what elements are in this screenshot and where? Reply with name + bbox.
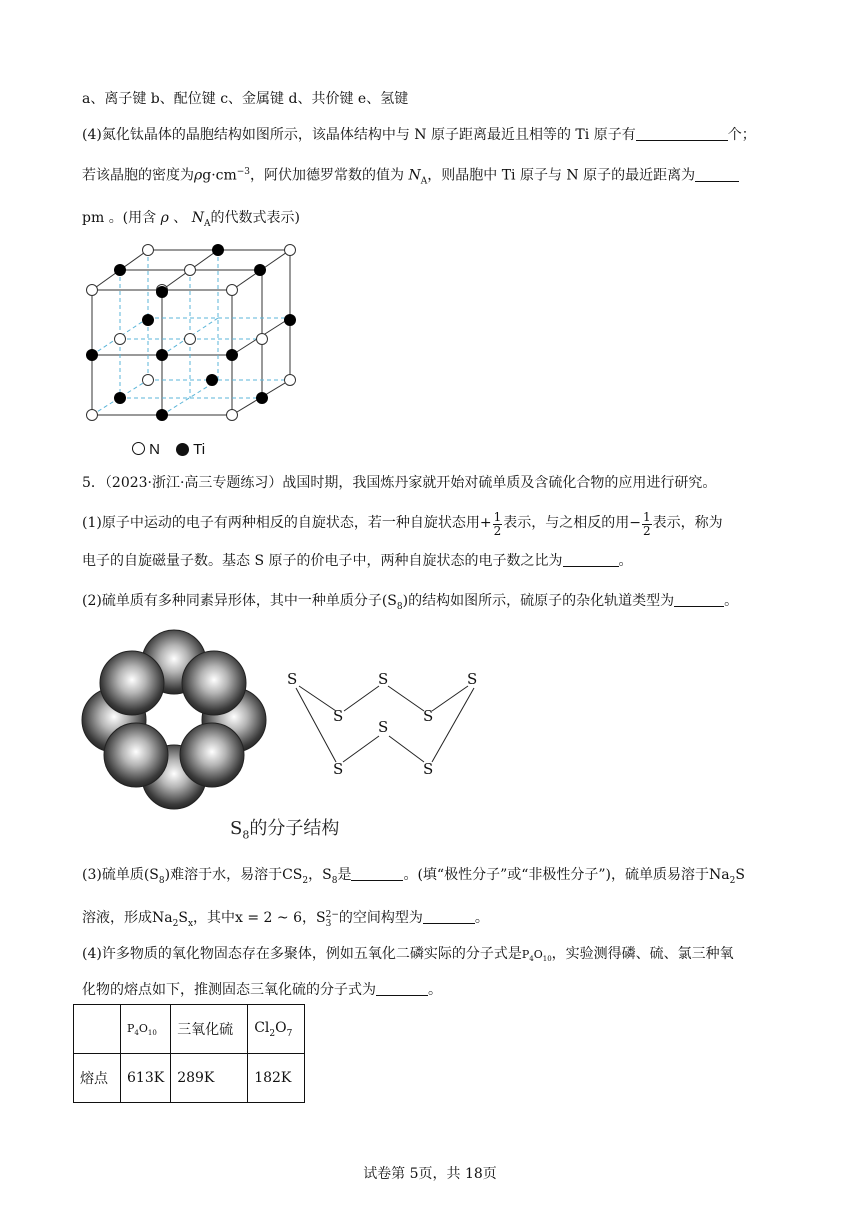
s8-sub: 8: [158, 875, 165, 886]
density-unit: g·cm: [202, 167, 237, 184]
ti-atom: [86, 349, 98, 361]
q4-text: 若该晶胞的密度为: [82, 167, 194, 184]
na2sx-sub: x: [187, 918, 194, 929]
ti-atom: [156, 409, 168, 421]
answer-blank: [351, 866, 403, 881]
s8-symbol: S: [230, 818, 243, 839]
q5-text: 。: [724, 593, 739, 609]
x-range: x = 2 ~ 6: [235, 910, 302, 926]
q5-text: 。: [428, 982, 442, 998]
table-header-cell: $P_4O_{10}$: [121, 1005, 171, 1054]
n-atom: [87, 410, 98, 421]
q5-text: 是: [337, 867, 352, 883]
n-atom: [227, 285, 238, 296]
q5-text: )难溶于水，易溶于: [164, 867, 283, 883]
frac-num: 1: [493, 510, 502, 524]
q4-text: pm 。(用含: [82, 210, 157, 226]
s8-space-filling-model: [80, 626, 270, 816]
na2s-sub: 2: [729, 875, 736, 886]
q5-text: 溶液，形成: [82, 910, 152, 926]
s3-ion-scripts: [326, 911, 339, 929]
frac-den: 2: [493, 524, 502, 538]
q4-text: 、: [168, 210, 192, 226]
table-header-cell: $Cl_2O_7$: [248, 1005, 305, 1054]
table-header-cell: 三氧化硫: [171, 1005, 248, 1054]
ti-atom: [256, 392, 268, 404]
half-fraction: [493, 511, 503, 538]
q5-text: 的空间构型为: [338, 910, 423, 926]
n-atom: [227, 410, 238, 421]
q4-text: ，则晶胞中 Ti 原子与 N 原子的最近距离为: [427, 167, 696, 184]
ti-atom: [226, 349, 238, 361]
answer-blank: [695, 167, 739, 182]
n-atom: [257, 334, 268, 345]
p4o10-sub: 10: [542, 955, 552, 964]
na2sx-formula: Na: [152, 910, 173, 926]
cell-legend: [132, 440, 205, 460]
q4-text: 的代数式表示): [210, 210, 300, 226]
na-symbol: N: [408, 167, 421, 184]
p4o10-formula: [521, 948, 552, 964]
q4-text: 个；: [727, 127, 756, 143]
s8-caption: [230, 818, 339, 847]
s3-charge: 2−: [325, 910, 339, 920]
q4-text: ，阿伏加德罗常数的值为: [250, 167, 405, 184]
n-atom: [143, 375, 154, 386]
table-header-row: [74, 1005, 305, 1054]
q5-text: 电子的自旋磁量子数。基态 S 原子的价电子中，两种自旋状态的电子数之比为: [82, 553, 563, 569]
ti-atom: [142, 314, 154, 326]
na-sub: A: [204, 218, 211, 229]
na2s-formula: S: [735, 867, 745, 883]
q5-text: ，实验测得磷、硫、氯三种氧: [551, 946, 734, 962]
n-atom: [143, 245, 154, 256]
q5-text: (3)硫单质(: [82, 867, 150, 883]
na2sx-sub: 2: [172, 918, 179, 929]
minus-sign: −: [629, 515, 641, 531]
rho-symbol: ρ: [194, 167, 203, 184]
answer-blank: [636, 126, 728, 141]
sulfur-sphere: [100, 651, 164, 715]
s3-sub: 3: [325, 919, 332, 929]
tin-unit-cell-diagram: [82, 240, 312, 460]
q5-part4-line1: [82, 944, 734, 969]
p4o10-p: P: [521, 948, 530, 961]
s8-sub: 8: [396, 601, 403, 612]
answer-blank: [563, 552, 619, 567]
s-atom-label: S: [378, 718, 389, 736]
n-atom: [285, 245, 296, 256]
na-sub: A: [420, 176, 428, 187]
na2sx-formula: S: [178, 910, 188, 926]
q5-text: ，: [308, 867, 323, 883]
n-atom: [185, 334, 196, 345]
ti-atom: [212, 244, 224, 256]
table-corner-cell: [74, 1005, 121, 1054]
cs2-sub: 2: [302, 875, 309, 886]
q4-text-line1: [82, 125, 756, 145]
frac-den: 2: [642, 524, 651, 538]
q5-text: ，: [302, 910, 316, 926]
answer-blank: [376, 981, 428, 996]
table-row: [74, 1054, 305, 1103]
q5-part4-line2: [82, 980, 442, 1000]
ti-atom: [114, 264, 126, 276]
n-atom: [115, 334, 126, 345]
density-exp: −3: [236, 167, 251, 177]
q5-part1-line1: [82, 511, 723, 538]
bonding-options: a、离子键 b、配位键 c、金属键 d、共价键 e、氢键: [82, 91, 409, 107]
q5-text: 。(填“极性分子”或“非极性分子”)，硫单质易溶于: [403, 867, 710, 883]
s-atom-label: S: [378, 670, 389, 688]
s8-symbol: S: [149, 867, 159, 883]
q5-part3-line2: [82, 908, 489, 934]
na-symbol: N: [191, 210, 204, 226]
q5-text: 。: [474, 910, 489, 926]
s-atom-label: S: [287, 670, 298, 688]
table-cell: 613K: [121, 1054, 171, 1103]
q5-text: 表示，与之相反的用: [503, 515, 630, 531]
caption-text: 的分子结构: [249, 818, 340, 839]
s8-symbol: S: [387, 593, 397, 609]
melting-point-table: [73, 1004, 305, 1103]
ti-atom: [156, 349, 168, 361]
q5-part3-line1: [82, 865, 745, 891]
p4o10-sub: 4: [529, 955, 534, 964]
q4-text-line3: [82, 208, 300, 234]
s-atom-label: S: [333, 707, 344, 725]
cs2-formula: CS: [282, 867, 303, 883]
table-row-label: 熔点: [74, 1054, 121, 1103]
table-cell: 182K: [248, 1054, 305, 1103]
ti-atom: [114, 392, 126, 404]
q5-text: ，其中: [193, 910, 236, 926]
ti-legend-label: Ti: [193, 441, 206, 458]
answer-blank: [674, 592, 724, 607]
q5-text: 表示，称为: [652, 515, 723, 531]
q5-text: 。: [618, 553, 633, 569]
sulfur-spheres: [82, 630, 266, 809]
q5-text: )的结构如图所示，硫原子的杂化轨道类型为: [402, 593, 675, 609]
q5-text: (2)硫单质有多种同素异形体，其中一种单质分子(: [82, 593, 388, 609]
q5-part2: [82, 591, 738, 617]
frac-num: 1: [642, 510, 651, 524]
s-atom-label: S: [333, 760, 344, 778]
na2s-formula: Na: [709, 867, 730, 883]
ti-atom: [206, 374, 218, 386]
plus-sign: +: [479, 515, 492, 531]
half-fraction: [642, 511, 652, 538]
n-atom: [285, 375, 296, 386]
q5-text: 化物的熔点如下，推测固态三氧化硫的分子式为: [82, 982, 376, 998]
n-atom: [87, 285, 98, 296]
sulfur-sphere: [182, 651, 246, 715]
ti-legend-marker: [176, 443, 189, 456]
s-atom-label: S: [423, 707, 434, 725]
n-legend-marker: [132, 442, 145, 455]
p4o10-o: O: [533, 948, 543, 961]
answer-blank: [423, 909, 475, 924]
table-cell: 289K: [171, 1054, 248, 1103]
sulfur-sphere: [104, 723, 168, 787]
rho-symbol: ρ: [160, 210, 169, 226]
s8-sub: 8: [242, 828, 250, 842]
s8-sub: 8: [331, 875, 338, 886]
ti-atom: [284, 314, 296, 326]
page-footer: 试卷第 5页，共 18页: [363, 1166, 497, 1182]
ti-atom: [156, 286, 168, 298]
s8-symbol: S: [322, 867, 332, 883]
q5-text: (4)许多物质的氧化物固态存在多聚体，例如五氧化二磷实际的分子式是: [82, 946, 522, 962]
q4-text: (4)氮化钛晶体的晶胞结构如图所示，该晶体结构中与 N 原子距离最近且相等的 Ti 原子有: [82, 127, 636, 143]
s-atom-label: S: [467, 670, 478, 688]
n-legend-label: N: [149, 441, 161, 458]
s3-ion: S: [316, 910, 326, 926]
q4-text-line2: [82, 162, 739, 191]
sulfur-sphere: [180, 723, 244, 787]
n-atom: [185, 265, 196, 276]
ti-atom: [254, 264, 266, 276]
q5-header: 5．（2023·浙江·高三专题练习）战国时期，我国炼丹家就开始对硫单质及含硫化合物的应用进行研究。: [82, 475, 717, 491]
s-atom-label: S: [423, 760, 434, 778]
q5-part1-line2: [82, 551, 633, 571]
q5-text: (1)原子中运动的电子有两种相反的自旋状态，若一种自旋状态用: [82, 515, 480, 531]
